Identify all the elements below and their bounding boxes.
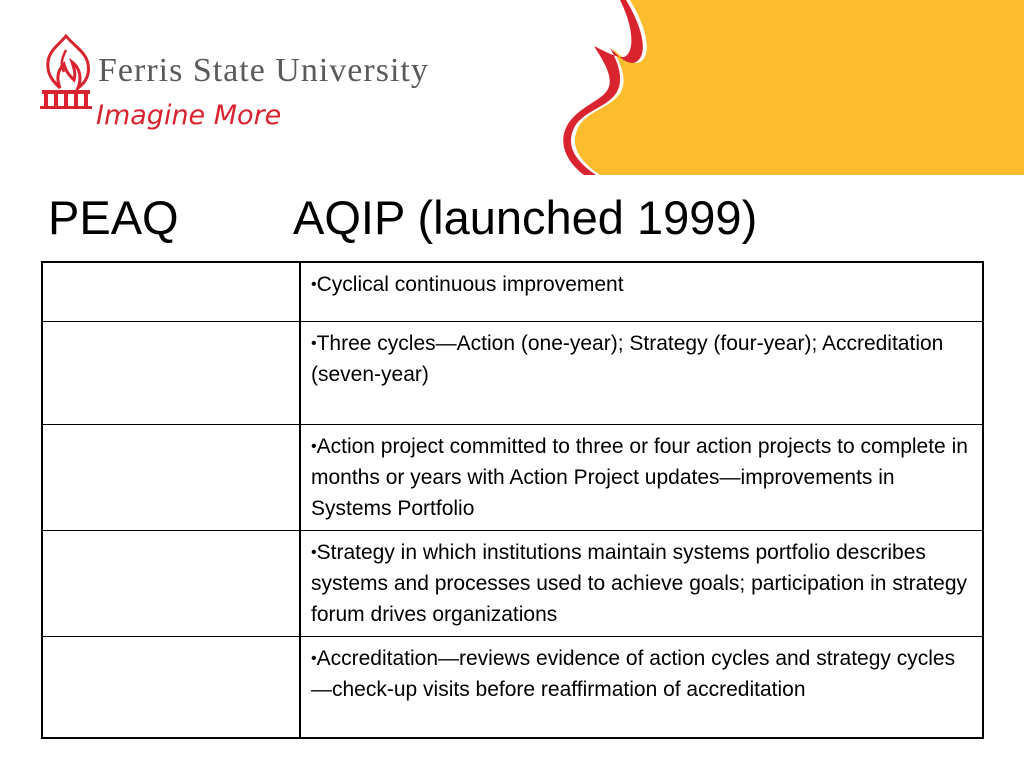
- bullet-icon: •: [311, 276, 317, 293]
- bullet-icon: •: [311, 649, 317, 667]
- table-row: [42, 424, 983, 530]
- table-row: [42, 636, 983, 738]
- aqip-cell: [300, 321, 983, 424]
- aqip-text: Strategy in which institutions maintain systems portfolio describes systems and processes used to achieve goals; participation in strategy forum drives organizations: [311, 540, 968, 626]
- aqip-text: Three cycles—Action (one-year); Strategy (four-year); Accreditation (seven-year): [311, 331, 944, 386]
- aqip-text: Accreditation—reviews evidence of action cycles and strategy cycles—check-up visits before reaffirmation of accreditation: [311, 646, 956, 701]
- flame-graphic: [560, 0, 1024, 175]
- aqip-text: Action project committed to three or four action projects to complete in months or years with Action Project updates—improvements in Systems Portfolio: [311, 434, 968, 520]
- slide-header: [0, 0, 1024, 175]
- title-peaq: PEAQ: [48, 191, 179, 244]
- peaq-cell: [42, 424, 300, 530]
- slide-title: [48, 190, 948, 250]
- aqip-text: Cyclical continuous improvement: [316, 273, 624, 296]
- peaq-cell: [42, 321, 300, 424]
- aqip-cell: [300, 424, 983, 530]
- table-row: [42, 530, 983, 636]
- comparison-table: [41, 261, 984, 739]
- university-name: Ferris State University: [98, 52, 429, 89]
- peaq-cell: [42, 530, 300, 636]
- peaq-cell: [42, 262, 300, 321]
- aqip-cell: [300, 530, 983, 636]
- bullet-icon: •: [311, 543, 317, 561]
- aqip-cell: [300, 636, 983, 738]
- university-logo[interactable]: [36, 30, 516, 150]
- peaq-cell: [42, 636, 300, 738]
- aqip-cell: [300, 262, 983, 321]
- table-row: [42, 321, 983, 424]
- tagline: Imagine More: [96, 100, 282, 131]
- bullet-icon: •: [311, 437, 317, 455]
- table-row: [42, 262, 983, 321]
- title-aqip: AQIP (launched 1999): [293, 191, 758, 244]
- torch-flame-icon: [36, 30, 96, 110]
- bullet-icon: •: [311, 334, 317, 352]
